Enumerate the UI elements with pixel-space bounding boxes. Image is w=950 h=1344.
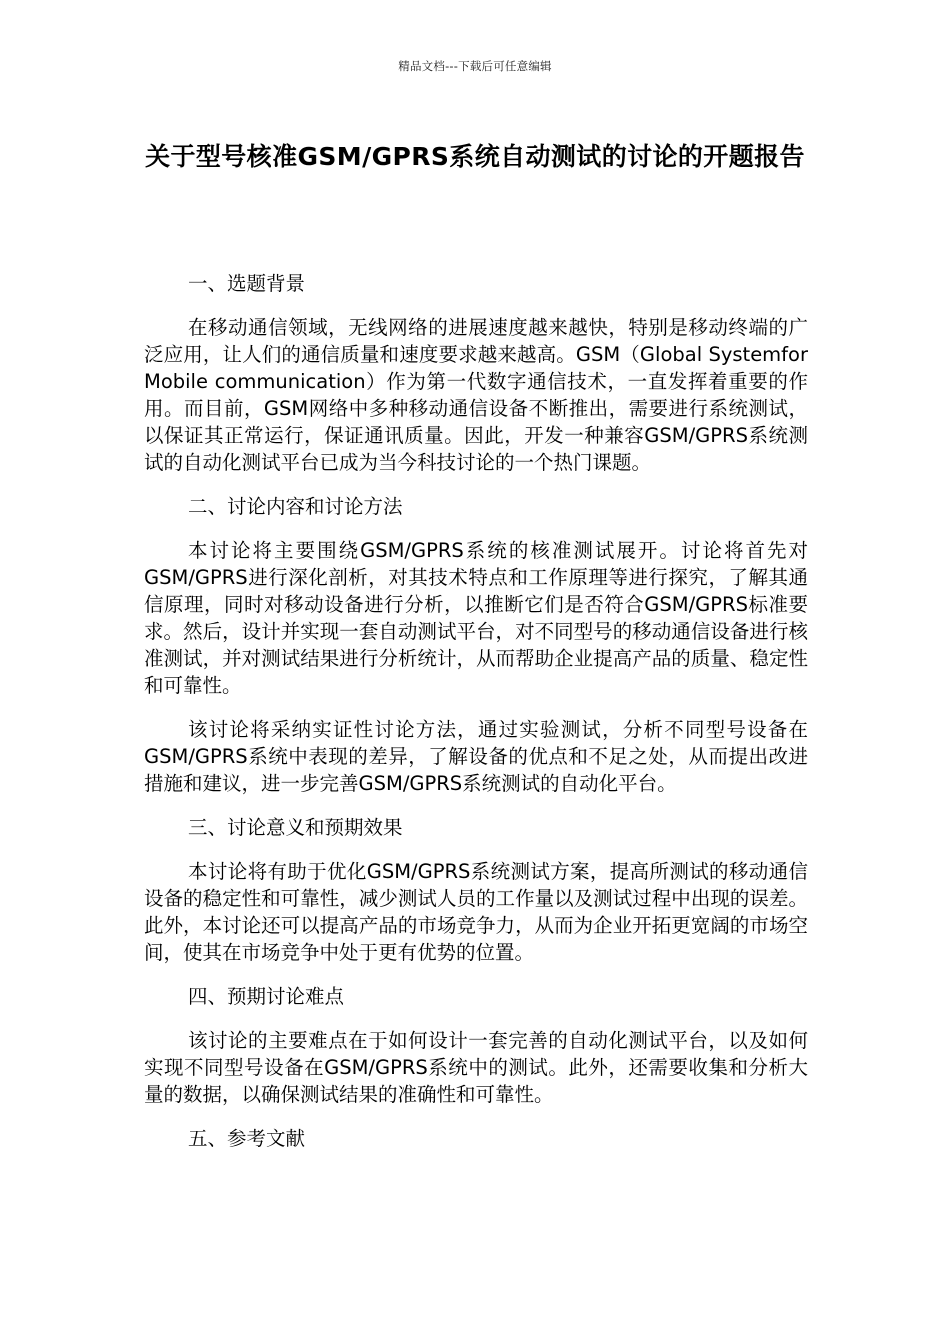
section-heading-significance: 三、讨论意义和预期效果 xyxy=(188,816,403,839)
paragraph-background: 在移动通信领域，无线网络的进展速度越来越快，特别是移动终端的广泛应用，让人们的通信质量和速度要求越来越高。GSM（Global Systemfor Mobile communication）作为第一代数字通信技术，一直发挥着重要的作用。而目前，GSM网络中多种移动通信设备不断推出，需要进行系统测试，以保证其正常运行，保证通讯质量。因此，开发一种兼容GSM/GPRS系统测试的自动化测试平台已成为当今科技讨论的一个热门课题。 xyxy=(144,316,808,474)
paragraph-significance: 本讨论将有助于优化GSM/GPRS系统测试方案，提高所测试的移动通信设备的稳定性和可靠性，减少测试人员的工作量以及测试过程中出现的误差。此外，本讨论还可以提高产品的市场竞争力，从而为企业开拓更宽阔的市场空间，使其在市场竞争中处于更有优势的位置。 xyxy=(144,860,808,964)
section-heading-content-methods: 二、讨论内容和讨论方法 xyxy=(188,495,403,518)
paragraph-content: 本讨论将主要围绕GSM/GPRS系统的核准测试展开。讨论将首先对GSM/GPRS进行深化剖析，对其技术特点和工作原理等进行探究，了解其通信原理，同时对移动设备进行分析，以推断它们是否符合GSM/GPRS标准要求。然后，设计并实现一套自动测试平台，对不同型号的移动通信设备进行核准测试，并对测试结果进行分析统计，从而帮助企业提高产品的质量、稳定性和可靠性。 xyxy=(144,539,808,697)
document-body xyxy=(144,270,808,1153)
paragraph-methods: 该讨论将采纳实证性讨论方法，通过实验测试，分析不同型号设备在GSM/GPRS系统中表现的差异，了解设备的优点和不足之处，从而提出改进措施和建议，进一步完善GSM/GPRS系统测试的自动化平台。 xyxy=(144,718,808,795)
section-heading-background: 一、选题背景 xyxy=(188,272,306,295)
paragraph-difficulties: 该讨论的主要难点在于如何设计一套完善的自动化测试平台，以及如何实现不同型号设备在GSM/GPRS系统中的测试。此外，还需要收集和分析大量的数据，以确保测试结果的准确性和可靠性。 xyxy=(144,1029,808,1106)
section-heading-references: 五、参考文献 xyxy=(188,1127,306,1150)
document-title: 关于型号核准GSM/GPRS系统自动测试的讨论的开题报告 xyxy=(145,142,805,171)
section-heading-difficulties: 四、预期讨论难点 xyxy=(188,985,345,1008)
header-note: 精品文档---下载后可任意编辑 xyxy=(398,59,552,73)
